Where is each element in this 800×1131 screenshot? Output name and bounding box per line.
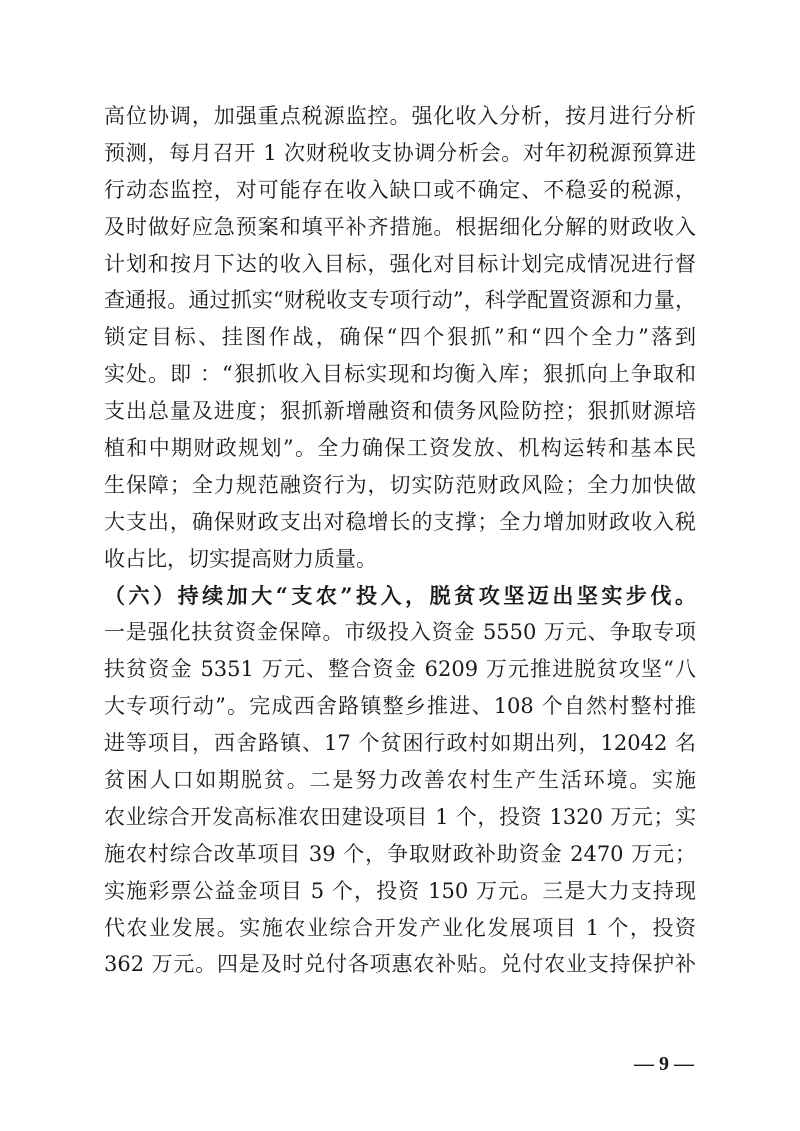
text-line-23: 代农业发展。实施农业综合开发产业化发展项目 1 个，投资 xyxy=(104,915,696,940)
body-text xyxy=(104,98,696,983)
text-line-3: 行动态监控，对可能存在收入缺口或不确定、不稳妥的税源， xyxy=(104,177,696,202)
text-line-10: 植和中期财政规划”。全力确保工资发放、机构运转和基本民 xyxy=(104,436,696,461)
text-line-22: 实施彩票公益金项目 5 个，投资 150 万元。三是大力支持现 xyxy=(104,878,696,903)
text-line-17: 大专项行动”。完成西舍路镇整乡推进、108 个自然村整村推 xyxy=(104,694,696,719)
text-line-6: 查通报。通过抓实“财税收支专项行动”，科学配置资源和力量， xyxy=(104,288,696,313)
page-number: — 9 — xyxy=(634,1053,694,1075)
text-line-16: 扶贫资金 5351 万元、整合资金 6209 万元推进脱贫攻坚“八 xyxy=(104,657,696,682)
text-line-12: 大支出，确保财政支出对稳增长的支撑；全力增加财政收入税 xyxy=(104,509,696,534)
text-line-24: 362 万元。四是及时兑付各项惠农补贴。兑付农业支持保护补 xyxy=(104,952,696,977)
text-line-2: 预测，每月召开 1 次财税收支协调分析会。对年初税源预算进 xyxy=(104,140,696,165)
text-line-7: 锁定目标、挂图作战，确保“四个狠抓”和“四个全力”落到 xyxy=(104,325,696,350)
text-line-9: 支出总量及进度；狠抓新增融资和债务风险防控；狠抓财源培 xyxy=(104,399,696,424)
text-line-11: 生保障；全力规范融资行为，切实防范财政风险；全力加快做 xyxy=(104,472,696,497)
text-line-20: 农业综合开发高标准农田建设项目 1 个，投资 1320 万元；实 xyxy=(104,804,696,829)
text-line-8: 实处。即 ：“狠抓收入目标实现和均衡入库；狠抓向上争取和 xyxy=(104,362,696,387)
text-line-5: 计划和按月下达的收入目标，强化对目标计划完成情况进行督 xyxy=(104,251,696,276)
text-line-4: 及时做好应急预案和填平补齐措施。根据细化分解的财政收入 xyxy=(104,214,696,239)
text-line-19: 贫困人口如期脱贫。二是努力改善农村生产生活环境。实施 xyxy=(104,768,696,793)
text-line-13: 收占比，切实提高财力质量。 xyxy=(104,546,377,571)
section-heading: （六）持续加大“支农”投入，脱贫攻坚迈出坚实步伐。 xyxy=(104,582,696,608)
text-line-15: 一是强化扶贫资金保障。市级投入资金 5550 万元、争取专项 xyxy=(104,620,696,645)
text-line-21: 施农村综合改革项目 39 个，争取财政补助资金 2470 万元； xyxy=(104,841,696,866)
text-line-1: 高位协调，加强重点税源监控。强化收入分析，按月进行分析 xyxy=(104,104,696,128)
text-line-18: 进等项目，西舍路镇、17 个贫困行政村如期出列，12042 名 xyxy=(104,731,696,756)
